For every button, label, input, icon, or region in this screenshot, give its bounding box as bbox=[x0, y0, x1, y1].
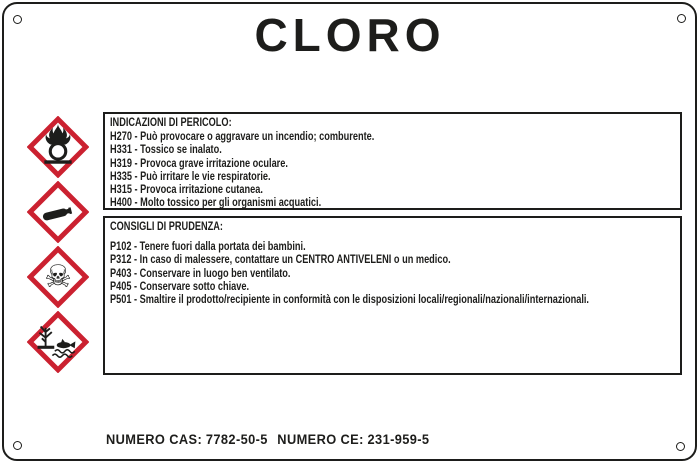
hazard-statement-h400: H400 - Molto tossico per gli organismi acquatici. bbox=[110, 197, 322, 210]
hazard-statement-h319: H319 - Provoca grave irritazione oculare. bbox=[110, 157, 288, 170]
ghs-pictogram-column bbox=[27, 116, 89, 373]
precaution-statement-p403: P403 - Conservare in luogo ben ventilato. bbox=[110, 267, 291, 280]
oxidizer-flame-over-circle-icon bbox=[27, 116, 89, 178]
ce-number-value: 231-959-5 bbox=[367, 432, 430, 447]
precaution-statement-p102: P102 - Tenere fuori dalla portata dei bambini. bbox=[110, 241, 306, 254]
cas-number-value: 7782-50-5 bbox=[205, 432, 268, 447]
hazard-statement-h270: H270 - Può provocare o aggravare un incendio; comburente. bbox=[110, 131, 375, 144]
mounting-hole-bottom-right bbox=[676, 442, 685, 451]
hazard-statement-h315: H315 - Provoca irritazione cutanea. bbox=[110, 184, 263, 197]
skull-crossbones-icon bbox=[27, 246, 89, 308]
environment-hazard-icon bbox=[27, 311, 89, 373]
ce-number-label: NUMERO CE: bbox=[277, 432, 364, 447]
precaution-statement-p405: P405 - Conservare sotto chiave. bbox=[110, 280, 250, 293]
hazard-statement-h335: H335 - Può irritare le vie respiratorie. bbox=[110, 170, 271, 183]
hazard-box-header: INDICAZIONI DI PERICOLO: bbox=[110, 117, 232, 129]
svg-text:☠: ☠ bbox=[44, 258, 72, 295]
precautionary-statements-box bbox=[103, 216, 682, 375]
gas-cylinder-icon bbox=[27, 181, 89, 243]
hazard-statement-h331: H331 - Tossico se inalato. bbox=[110, 144, 222, 157]
mounting-hole-bottom-left bbox=[13, 441, 22, 450]
precaution-statement-p501: P501 - Smaltire il prodotto/recipiente in conformità con le disposizioni locali/regionali/nazionali/internazionali. bbox=[110, 294, 589, 307]
hazard-statements-box bbox=[103, 112, 682, 210]
precaution-statement-p312: P312 - In caso di malessere, contattare un CENTRO ANTIVELENI o un medico. bbox=[110, 254, 451, 267]
registry-numbers-line bbox=[106, 432, 429, 447]
cas-number-label: NUMERO CAS: bbox=[106, 432, 203, 447]
precaution-box-header: CONSIGLI DI PRUDENZA: bbox=[110, 221, 223, 233]
chemical-name-title: CLORO bbox=[254, 9, 446, 61]
